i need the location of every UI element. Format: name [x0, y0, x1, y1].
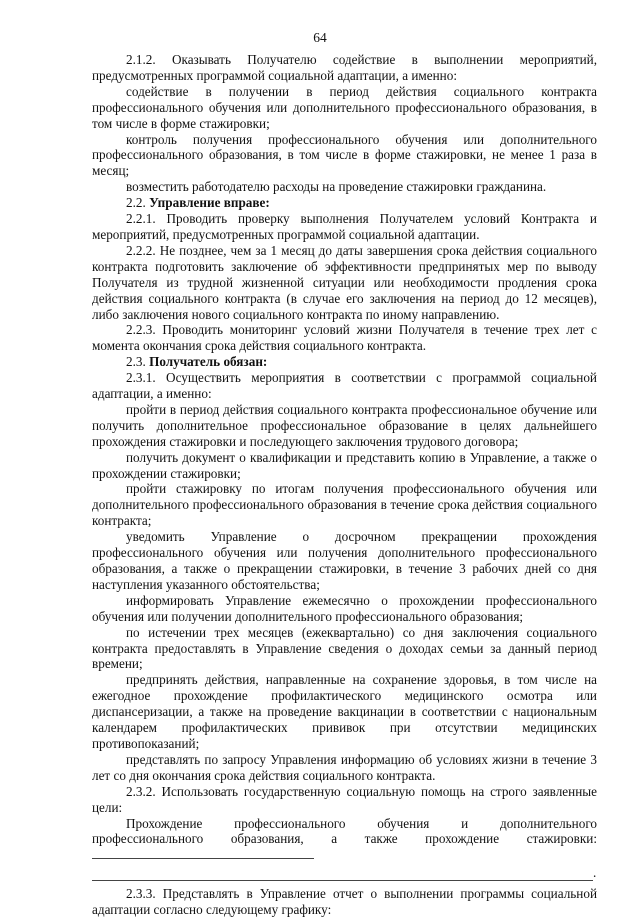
heading-2-2	[92, 195, 597, 211]
heading-2-2-number: 2.2.	[126, 195, 150, 211]
paragraph-2-1-2: 2.1.2. Оказывать Получателю содействие в выполнении мероприятий, предусмотренных программой социальной адаптации, а именно:	[92, 52, 597, 83]
paragraph-purpose	[92, 816, 597, 864]
paragraph-2-2-2: 2.2.2. Не позднее, чем за 1 месяц до даты завершения срока действия социального контракта подготовить заключение об эффективности предпринятых мер по выводу Получателя из трудной жизненной ситуации или необходимости продления срока действия социального контракта (в случае его заключения на период до 12 месяцев), либо заключения нового социального контракта по иному направлению.	[92, 242, 597, 322]
fill-in-underline	[92, 867, 593, 881]
fill-in-line-full	[92, 865, 597, 881]
paragraph-inform-monthly: информировать Управление ежемесячно о прохождении профессионального обучения или получении дополнительного профессионального образования;	[92, 592, 597, 624]
paragraph-control-training: контроль получения профессионального обучения или дополнительного профессионального образования, в том числе в форме стажировки, не менее 1 раза в месяц;	[92, 131, 597, 179]
paragraph-assist-training: содействие в получении в период действия социального контракта профессионального обучения или дополнительного профессионального образования, в том числе в форме стажировки;	[92, 83, 597, 131]
fill-in-period: .	[593, 865, 597, 881]
paragraph-2-2-3: 2.2.3. Проводить мониторинг условий жизни Получателя в течение трех лет с момента окончания срока действия социального контракта.	[92, 322, 597, 354]
paragraph-income-report: по истечении трех месяцев (ежеквартально) со дня заключения социального контракта предоставлять в Управление сведения о доходах семьи за данный период времени;	[92, 624, 597, 672]
heading-2-2-title: Управление вправе:	[149, 195, 270, 211]
heading-2-3-number: 2.3.	[126, 354, 150, 370]
paragraph-2-3-3: 2.3.3. Представлять в Управление отчет о выполнении программы социальной адаптации согласно следующему графику:	[92, 886, 597, 918]
paragraph-2-2-1: 2.2.1. Проводить проверку выполнения Получателем условий Контракта и мероприятий, предусмотренных программой социальной адаптации.	[92, 211, 597, 242]
paragraph-complete-internship: пройти стажировку по итогам получения профессионального обучения или дополнительного профессионального образования в течение срока действия социального контракта;	[92, 481, 597, 529]
fill-in-line	[92, 847, 314, 859]
document-body	[92, 52, 597, 918]
paragraph-2-3-1: 2.3.1. Осуществить мероприятия в соответствии с программой социальной адаптации, а именно:	[92, 370, 597, 402]
heading-2-3-title: Получатель обязан:	[149, 354, 268, 370]
paragraph-get-certificate: получить документ о квалификации и представить копию в Управление, а также о прохождении стажировки;	[92, 449, 597, 481]
paragraph-purpose-text: Прохождение профессионального обучения и дополнительного профессионального образования, а также прохождение стажировки:	[92, 815, 597, 847]
paragraph-living-conditions: представлять по запросу Управления информацию об условиях жизни в течение 3 лет со дня окончания срока действия социального контракта.	[92, 751, 597, 783]
paragraph-health-actions: предпринять действия, направленные на сохранение здоровья, в том числе на ежегодное прохождение профилактического медицинского осмотра или диспансеризации, а также на проведение вакцинации в соответствии с национальным календарем профилактических прививок при отсутствии медицинских противопоказаний;	[92, 672, 597, 751]
heading-2-3	[92, 354, 597, 370]
paragraph-2-3-2: 2.3.2. Использовать государственную социальную помощь на строго заявленные цели:	[92, 783, 597, 815]
paragraph-reimburse-employer: возместить работодателю расходы на проведение стажировки гражданина.	[126, 179, 547, 195]
paragraph-complete-training: пройти в период действия социального контракта профессиональное обучение или получить дополнительное профессиональное образование в целях дальнейшего прохождения стажировки и последующего заключения трудового договора;	[92, 401, 597, 449]
paragraph-notify-termination: уведомить Управление о досрочном прекращении прохождения профессионального обучения или получения дополнительного профессионального образования, а также о прекращении стажировки, в течение 3 рабочих дней со дня наступления указанного обстоятельства;	[92, 529, 597, 592]
page-number: 64	[313, 30, 327, 45]
